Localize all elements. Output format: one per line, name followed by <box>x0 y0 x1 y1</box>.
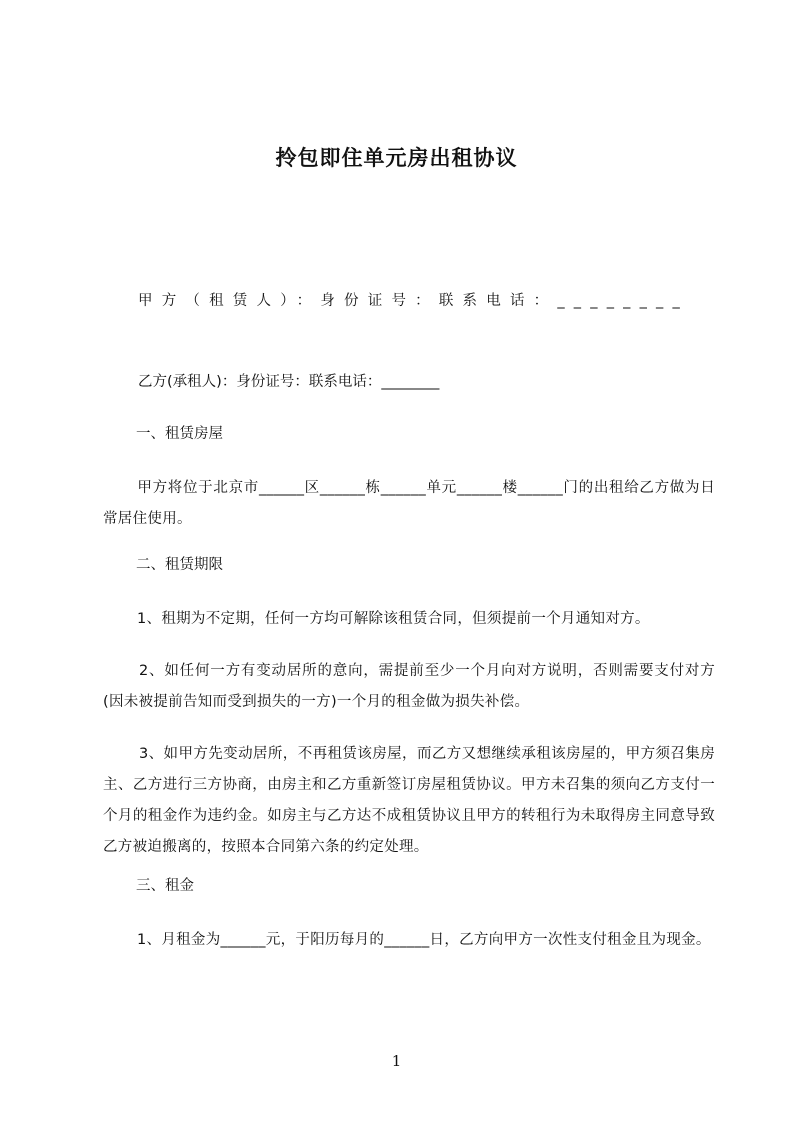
section-heading-lease-term: 二、租赁期限 <box>136 557 223 573</box>
paragraph-text: 1、租期为不定期，任何一方均可解除该租赁合同，但须提前一个月通知对方。 <box>137 611 650 627</box>
document-title: 拎包即住单元房出租协议 <box>275 146 518 170</box>
section-heading-rental-property: 一、租赁房屋 <box>136 426 223 442</box>
paragraph-term-3 <box>103 739 715 863</box>
party-a-line: 甲方（租赁人）：身份证号：联系电话：________ <box>138 293 689 309</box>
paragraph-term-2 <box>103 656 715 718</box>
paragraph-text: 甲方将位于北京市______区______栋______单元______楼______门的出租给乙方做为日常居住使用。 <box>103 480 715 527</box>
section-heading-rent: 三、租金 <box>136 878 194 894</box>
paragraph-rent-1 <box>103 925 715 956</box>
party-b-line: 乙方(承租人)：身份证号：联系电话：________ <box>138 374 440 390</box>
paragraph-text: 1、月租金为______元，于阳历每月的______日，乙方向甲方一次性支付租金且为现金。 <box>137 932 711 948</box>
paragraph-property-location <box>103 473 715 535</box>
page-number: 1 <box>391 1052 402 1070</box>
paragraph-term-1 <box>103 604 715 635</box>
paragraph-text: 3、如甲方先变动居所，不再租赁该房屋，而乙方又想继续承租该房屋的，甲方须召集房主、乙方进行三方协商，由房主和乙方重新签订房屋租赁协议。甲方未召集的须向乙方支付一个月的租金作为违约金。如房主与乙方达不成租赁协议且甲方的转租行为未取得房主同意导致乙方被迫搬离的，按照本合同第六条的约定处理。 <box>103 746 715 855</box>
paragraph-text: 2、如任何一方有变动居所的意向，需提前至少一个月向对方说明，否则需要支付对方(因未被提前告知而受到损失的一方)一个月的租金做为损失补偿。 <box>103 663 715 710</box>
